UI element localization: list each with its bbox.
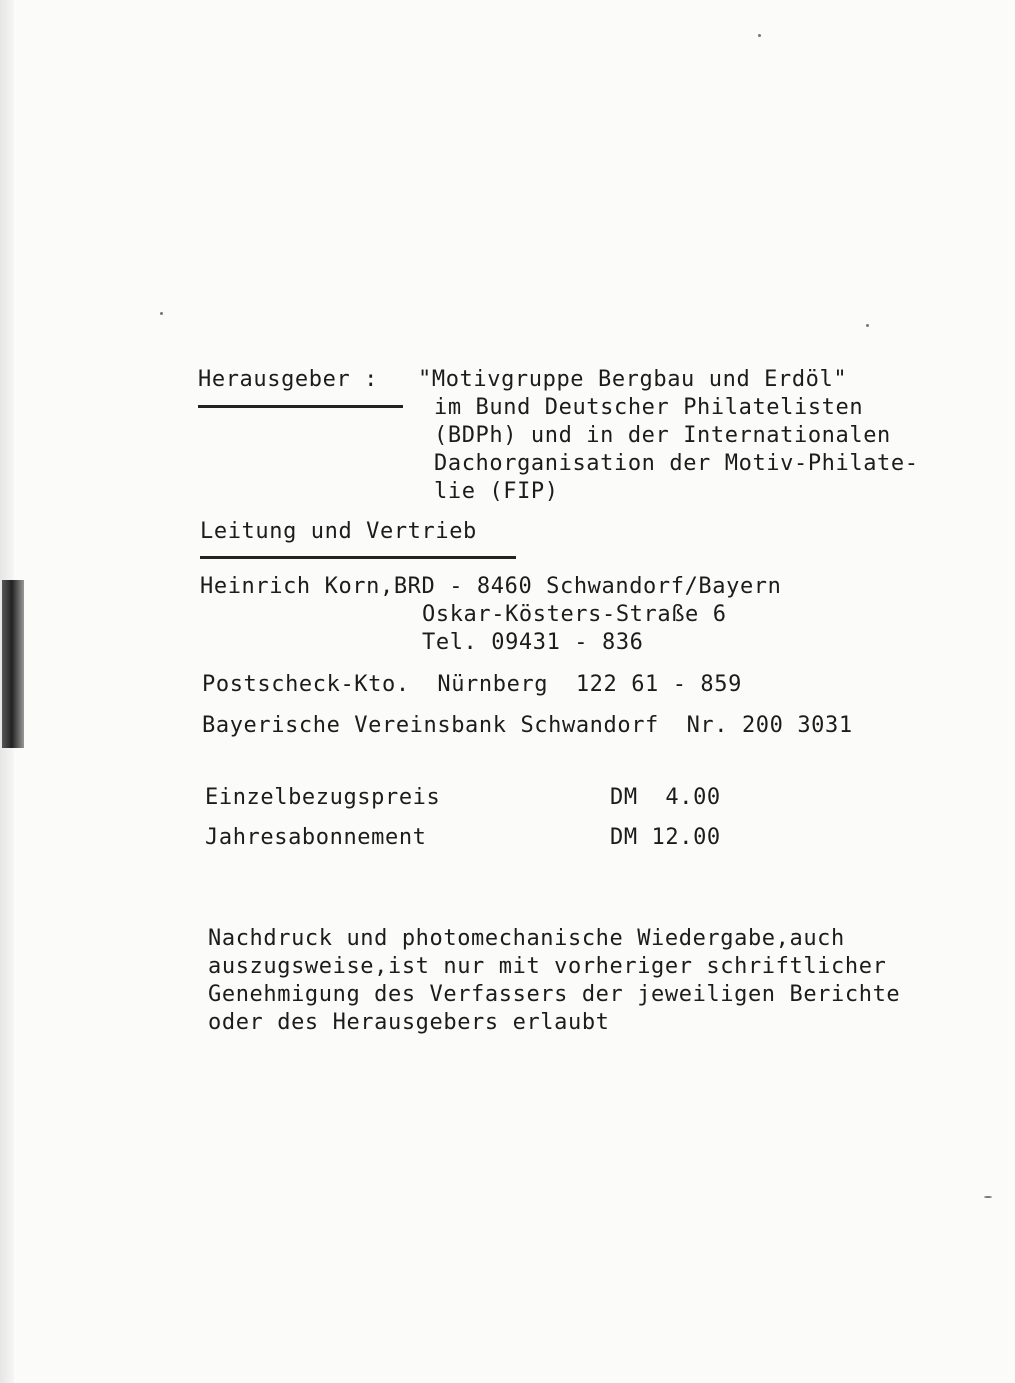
publisher-underline bbox=[198, 405, 403, 408]
notice-line: oder des Herausgebers erlaubt bbox=[208, 1010, 610, 1035]
address-line: Oskar-Kösters-Straße 6 bbox=[422, 602, 727, 627]
publisher-line: Dachorganisation der Motiv-Philate- bbox=[434, 451, 919, 476]
publisher-label: Herausgeber : bbox=[198, 367, 378, 392]
price-value: DM 12.00 bbox=[610, 825, 721, 850]
postscheck-account: Postscheck-Kto. Nürnberg 122 61 - 859 bbox=[202, 672, 742, 697]
price-label: Einzelbezugspreis bbox=[205, 785, 441, 810]
address-line: Tel. 09431 - 836 bbox=[422, 630, 644, 655]
scan-speck bbox=[758, 34, 761, 37]
notice-line: Genehmigung des Verfassers der jeweiligen Berichte bbox=[208, 982, 901, 1007]
scan-speck bbox=[160, 312, 163, 315]
scan-speck bbox=[866, 324, 869, 327]
scan-speck bbox=[984, 1196, 992, 1198]
scan-binding-mark bbox=[2, 580, 24, 748]
publisher-line: "Motivgruppe Bergbau und Erdöl" bbox=[418, 367, 848, 392]
notice-line: auszugsweise,ist nur mit vorheriger schriftlicher bbox=[208, 954, 887, 979]
notice-line: Nachdruck und photomechanische Wiedergabe,auch bbox=[208, 926, 845, 951]
publisher-line: lie (FIP) bbox=[434, 479, 559, 504]
price-value: DM 4.00 bbox=[610, 785, 721, 810]
management-heading: Leitung und Vertrieb bbox=[200, 519, 477, 544]
publisher-line: im Bund Deutscher Philatelisten bbox=[434, 395, 864, 420]
price-label: Jahresabonnement bbox=[205, 825, 427, 850]
bank-account: Bayerische Vereinsbank Schwandorf Nr. 200 3031 bbox=[202, 713, 853, 738]
address-line: Heinrich Korn,BRD - 8460 Schwandorf/Bayern bbox=[200, 574, 782, 599]
management-underline bbox=[200, 556, 516, 559]
publisher-line: (BDPh) und in der Internationalen bbox=[434, 423, 891, 448]
